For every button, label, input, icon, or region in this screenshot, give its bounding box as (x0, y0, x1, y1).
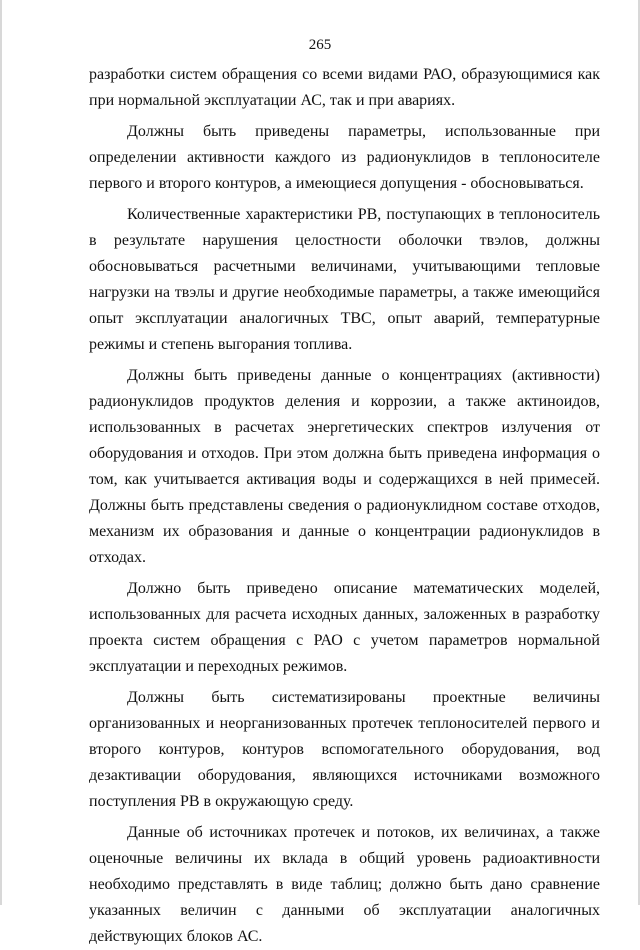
paragraph-concentrations: Должны быть приведены данные о концентрациях (активности) радионуклидов продуктов деления и коррозии, а также актиноидов, использованных в расчетах энергетических спектров излучения от оборудования и отходов. При этом должна быть приведена информация о том, как учитывается активация воды и содержащихся в ней примесей. Должны быть представлены сведения о радионуклидном составе отходов, механизм их образования и данные о концентрации радионуклидов в отходах. (89, 367, 600, 566)
paragraph-parameters: Должны быть приведены параметры, использованные при определении активности каждого из радионуклидов в теплоносителе первого и второго контуров, а имеющиеся допущения - обосновываться. (89, 123, 600, 192)
page-number: 265 (308, 37, 332, 53)
scan-edge-left (0, 0, 2, 905)
paragraph-leakage-values: Должны быть систематизированы проектные величины организованных и неорганизованных протечек теплоносителей первого и второго контуров, контуров вспомогательного оборудования, вод дезактивации оборудования, являющихся источниками возможного поступления РВ в окружающую среду. (89, 689, 600, 810)
paragraph-math-models: Должно быть приведено описание математических моделей, использованных для расчета исходных данных, заложенных в разработку проекта систем обращения с РАО с учетом параметров нормальной эксплуатации и переходных режимов. (89, 580, 600, 675)
document-body (89, 62, 600, 950)
paragraph-continuation: разработки систем обращения со всеми видами РАО, образующимися как при нормальной эксплуатации АС, так и при авариях. (89, 66, 600, 109)
paragraph-quantitative-characteristics: Количественные характеристики РВ, поступающих в теплоноситель в результате нарушения целостности оболочки твэлов, должны обосновываться расчетными величинами, учитывающими тепловые нагрузки на твэлы и другие необходимые параметры, а также имеющийся опыт эксплуатации аналогичных ТВС, опыт аварий, температурные режимы и степень выгорания топлива. (89, 206, 600, 353)
paragraph-leakage-tables: Данные об источниках протечек и потоков, их величинах, а также оценочные величины их вклада в общий уровень радиоактивности необходимо представлять в виде таблиц; должно быть дано сравнение указанных величин с данными об эксплуатации аналогичных действующих блоков АС. (89, 824, 600, 945)
